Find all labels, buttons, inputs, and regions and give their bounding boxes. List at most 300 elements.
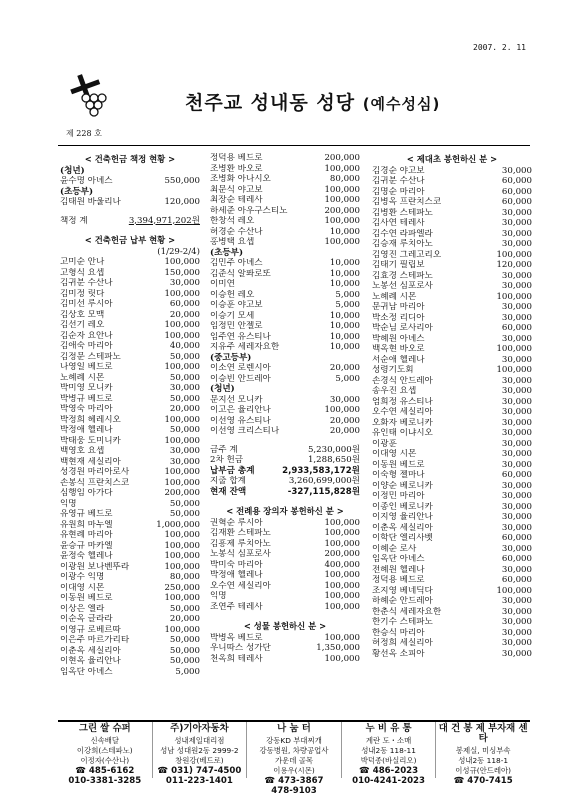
donor-name: 백옥현 바오로 (372, 344, 425, 354)
list-item (210, 560, 360, 571)
list-item (372, 439, 532, 450)
pledge-total-value: 3,394,971,202원 (128, 215, 200, 226)
list-item (372, 260, 532, 271)
column-building-fund (60, 153, 200, 677)
list-item (372, 491, 532, 502)
donor-name: 김병환 스테파노 (372, 207, 433, 218)
list-item (372, 607, 532, 618)
donation-amount: 80,000 (329, 174, 360, 184)
donor-name: 이승기 모세 (210, 310, 255, 321)
donation-amount: 60,000 (501, 186, 532, 197)
second-collection (210, 455, 360, 466)
donation-amount: 100,000 (164, 624, 200, 635)
donor-name: 김민주 아녜스 (210, 258, 263, 268)
donor-name: 김애숙 마리아 (60, 341, 113, 351)
list-item (60, 614, 200, 625)
header-divider (58, 145, 530, 146)
kid-list (60, 197, 200, 208)
list-item (210, 633, 360, 644)
donation-amount: 30,000 (501, 333, 532, 344)
donation-amount: 200,000 (164, 488, 200, 498)
donor-name: 김미정 릿다 (60, 288, 105, 299)
list-item (60, 656, 200, 667)
list-item (60, 373, 200, 384)
donor-name: 황선옥 소피아 (372, 648, 425, 659)
donation-amount: 50,000 (169, 656, 200, 666)
donor-name: 이대영 시몬 (60, 582, 105, 593)
list-item (60, 635, 200, 646)
pledge-total (60, 216, 200, 227)
payment-heading: < 건축헌금 납부 현황 > (84, 235, 176, 245)
donor-name: 성경원 마리아로사 (60, 467, 130, 477)
list-item (372, 617, 532, 628)
elementary-list (210, 258, 360, 353)
donor-name: 박정희 헤레시오 (60, 414, 121, 425)
donation-amount: 30,000 (501, 375, 532, 386)
donor-name: 김상호 모맥 (60, 309, 105, 320)
list-item (210, 581, 360, 592)
donation-amount: 30,000 (501, 638, 532, 648)
list-item (60, 562, 200, 573)
list-item (210, 643, 360, 654)
donor-name: 한춘식 세레자요한 (372, 606, 442, 617)
ad-line: 박덕종(바실리오) (360, 756, 417, 765)
list-item (60, 667, 200, 678)
donation-amount: 100,000 (324, 163, 360, 174)
list-item (60, 320, 200, 331)
list-item (372, 397, 532, 408)
donor-name: 박태웅 도미니카 (60, 435, 121, 446)
ad-name: 주)기아자동차 (170, 723, 229, 734)
paid-total-label: 납부금 총계 (210, 465, 255, 476)
donation-amount: 40,000 (169, 341, 200, 351)
donation-amount: 150,000 (164, 267, 200, 278)
donation-amount: 60,000 (501, 533, 532, 543)
week-total-value: 5,230,000원 (307, 444, 360, 455)
donation-amount: 30,000 (501, 596, 532, 606)
donor-name: 권혁순 루시아 (210, 517, 263, 528)
list-item (210, 279, 360, 290)
list-item (210, 570, 360, 581)
ad-nanumteo (247, 722, 342, 796)
donation-amount: 10,000 (329, 258, 360, 268)
donation-amount: 20,000 (329, 426, 360, 436)
donation-amount: 30,000 (501, 627, 532, 638)
donor-name: 박병옥 베드로 (210, 632, 263, 643)
donor-name: 김귀분 수산나 (60, 278, 113, 288)
donation-amount: 100,000 (164, 561, 200, 572)
donation-amount: 200,000 (324, 549, 360, 559)
donation-amount: 30,000 (501, 564, 532, 575)
column-donations (210, 153, 360, 664)
donor-name: 최장순 테레사 (210, 195, 263, 205)
paid-total-value: 2,933,583,172원 (282, 465, 360, 476)
payment-list (60, 257, 200, 677)
donation-amount: 100,000 (324, 570, 360, 580)
donation-amount: 30,000 (501, 218, 532, 228)
second-collection-label: 2차 헌금 (210, 455, 244, 465)
ad-name: 누 비 유 통 (365, 723, 412, 734)
donor-name: 박혜원 아녜스 (372, 333, 425, 344)
list-item (372, 638, 532, 649)
list-item (60, 341, 200, 352)
young-adult-list (210, 395, 360, 437)
list-item (60, 415, 200, 426)
donation-amount: 50,000 (169, 498, 200, 509)
donor-name: 이지영 율리안나 (372, 512, 433, 522)
donor-name: 김순자 요안나 (60, 330, 113, 341)
donor-name: 조병환 바오로 (210, 163, 263, 174)
donor-name: 이승훈 야고보 (210, 300, 263, 310)
donor-name: 김명순 마리아 (372, 186, 425, 197)
donor-name: 엄희정 유스티나 (372, 396, 433, 407)
ad-line: 가운데 골목 (274, 756, 313, 765)
ad-green-rice (58, 722, 153, 786)
list-item (372, 523, 532, 534)
donor-name: 문귀남 마리아 (372, 302, 425, 312)
donor-name: 손봉식 프란치스코 (60, 477, 130, 488)
donation-amount: 30,000 (501, 302, 532, 312)
list-item (372, 218, 532, 229)
donation-amount: 100,000 (164, 593, 200, 603)
donation-amount: 60,000 (501, 176, 532, 186)
donation-amount: 30,000 (501, 270, 532, 281)
list-item (372, 197, 532, 208)
issue-date: 2007. 2. 11 (473, 43, 526, 52)
donor-name: 조병화 아나시오 (210, 174, 271, 184)
list-item (60, 394, 200, 405)
list-item (60, 509, 200, 520)
list-item (372, 481, 532, 492)
ad-line: 성남 성대원2동 2999-2 (160, 746, 239, 755)
list-item (372, 344, 532, 355)
donor-name: 김수연 라파엘라 (372, 228, 433, 239)
advertisement-bar (58, 720, 530, 796)
list-item (372, 554, 532, 565)
paid-total (210, 466, 360, 477)
list-item (372, 302, 532, 313)
donor-name: 하혜순 안드레아 (372, 596, 433, 606)
donation-amount: 20,000 (169, 404, 200, 414)
ad-daegun (436, 722, 530, 786)
list-item (372, 586, 532, 597)
donation-amount: 30,000 (501, 354, 532, 365)
list-item (60, 541, 200, 552)
donation-amount: 100,000 (164, 362, 200, 372)
donor-name: 한창석 레오 (210, 216, 255, 226)
donation-amount: 1,350,000 (316, 643, 360, 653)
church-subtitle: (예수성심) (362, 95, 441, 113)
church-logo-icon (64, 72, 112, 124)
donation-amount: 50,000 (169, 393, 200, 404)
donation-amount: 100,000 (164, 288, 200, 299)
donor-name: 손경식 안드레아 (372, 375, 433, 386)
donation-amount: 50,000 (169, 351, 200, 362)
donation-amount: 20,000 (169, 309, 200, 320)
list-item (60, 278, 200, 289)
list-item (60, 331, 200, 342)
donation-amount: 30,000 (169, 446, 200, 456)
pew-heading: < 전례용 장의자 봉헌하신 분 > (226, 506, 344, 516)
ad-kia (153, 722, 248, 786)
list-item (372, 250, 532, 261)
donor-name: 지유주 세레자요한 (210, 342, 280, 352)
list-item (210, 174, 360, 185)
donor-name: 이종인 베로니카 (372, 501, 433, 512)
list-item (210, 395, 360, 406)
donation-amount: 100,000 (324, 528, 360, 538)
donor-name: 박병규 베드로 (60, 393, 113, 404)
donation-amount: 30,000 (501, 228, 532, 239)
donation-amount: 5,000 (335, 289, 360, 300)
list-item (60, 551, 200, 562)
list-item (372, 565, 532, 576)
list-item (210, 539, 360, 550)
list-item (372, 649, 532, 660)
donor-name: 이선영 유스티나 (210, 415, 271, 426)
donation-amount: 100,000 (164, 467, 200, 477)
donor-name: 박미영 모니카 (60, 383, 113, 393)
list-item (210, 416, 360, 427)
list-item (60, 478, 200, 489)
donor-name: 이혜순 로사 (372, 543, 417, 554)
list-item (372, 596, 532, 607)
list-item (210, 518, 360, 529)
ad-nubi (342, 722, 437, 786)
donation-amount: 60,000 (501, 197, 532, 207)
ad-line: 성내제일대리점 (174, 736, 225, 745)
list-item (60, 268, 200, 279)
list-item (372, 323, 532, 334)
altar-donor-list (372, 166, 532, 660)
donor-name: 김병옥 프란치스코 (372, 197, 442, 207)
list-item (60, 488, 200, 499)
donation-amount: 100,000 (164, 477, 200, 488)
donation-amount: 60,000 (501, 470, 532, 480)
donor-name: 임정민 안젤로 (210, 321, 263, 331)
list-item (210, 300, 360, 311)
donor-name: 김영진 그레고리오 (372, 249, 442, 260)
ad-line: 이강희(스테파노) (76, 746, 133, 755)
donation-amount: 50,000 (169, 645, 200, 656)
ad-phone: 010-3381-3285 (68, 776, 142, 786)
donor-name: 유현례 마리아 (60, 530, 113, 540)
ad-line: 이성규(안드레아) (455, 766, 512, 775)
highschool-list (210, 363, 360, 384)
donation-amount: 10,000 (329, 331, 360, 342)
donation-amount: 100,000 (164, 330, 200, 341)
donation-amount: 120,000 (496, 260, 532, 270)
donor-name: 오화자 베로니카 (372, 417, 433, 428)
donation-amount: 100,000 (324, 601, 360, 612)
list-item (210, 206, 360, 217)
list-item (372, 502, 532, 513)
list-item (210, 311, 360, 322)
list-item (372, 313, 532, 324)
list-item (372, 187, 532, 198)
ad-line: 봉제실, 미싱부속 (455, 746, 511, 755)
list-item (210, 269, 360, 280)
donor-name: 전혜원 헬레나 (372, 564, 425, 575)
donation-amount: 30,000 (501, 281, 532, 291)
donor-name: 김흥제 루치아노 (210, 538, 271, 549)
list-item (60, 425, 200, 436)
donation-amount: 30,000 (501, 459, 532, 470)
donor-name: 윤승규 마카엘 (60, 540, 113, 551)
donation-amount: 30,000 (501, 165, 532, 176)
list-item (372, 449, 532, 460)
donation-amount: 30,000 (501, 512, 532, 522)
donation-amount: 100,000 (324, 184, 360, 195)
list-item (210, 591, 360, 602)
donation-amount: 1,000,000 (156, 519, 200, 530)
donor-name: 김태원 바울리나 (60, 197, 121, 207)
donor-name: 이승헌 레오 (210, 289, 255, 300)
donation-amount: 50,000 (169, 635, 200, 645)
list-item (372, 239, 532, 250)
list-item (372, 208, 532, 219)
holy-items-list (210, 633, 360, 665)
donation-amount: 200,000 (324, 205, 360, 216)
donor-name: 심행임 아가다 (60, 488, 113, 498)
donation-amount: 100,000 (164, 435, 200, 446)
donation-amount: 100,000 (324, 538, 360, 549)
donor-name: 김선기 레오 (60, 320, 105, 330)
list-item (60, 446, 200, 457)
donor-name: 문지선 모니카 (210, 394, 263, 405)
donor-name: 성령기도회 (372, 365, 414, 375)
donor-name: 오수연 세실리아 (372, 407, 433, 417)
list-item (60, 499, 200, 510)
donor-name: 이소연 로렌시아 (210, 363, 271, 373)
column-altar-candles (372, 153, 532, 659)
donation-amount: 250,000 (164, 582, 200, 593)
balance-value: -327,115,828원 (287, 486, 360, 497)
donor-name: 오수연 세실리아 (210, 580, 271, 591)
donor-name: 송우진 요셉 (372, 386, 417, 396)
donor-name: 한승식 마리아 (372, 627, 425, 638)
donor-name: 백현재 세실리아 (60, 456, 121, 467)
donor-name: 이현옥 율리안나 (60, 656, 121, 666)
list-item (60, 646, 200, 657)
list-item (60, 467, 200, 478)
ad-line: 창원강(베드로) (175, 756, 224, 765)
ad-line: 신속배달 (90, 736, 120, 745)
donor-name: 우니따스 성가단 (210, 643, 271, 653)
list-item (60, 383, 200, 394)
list-item (372, 407, 532, 418)
young-adult-tag: (청년) (210, 384, 235, 394)
donor-name: 박소정 리디아 (372, 312, 425, 323)
donor-name: 김정문 스테파노 (60, 351, 121, 362)
donor-name: 이광수 익명 (60, 572, 105, 582)
donation-amount: 100,000 (324, 632, 360, 643)
donor-name: 백영호 요셉 (60, 446, 105, 456)
list-item (60, 572, 200, 583)
donor-name: 김태기 필립보 (372, 260, 425, 270)
donation-amount: 100,000 (324, 405, 360, 415)
list-item (372, 271, 532, 282)
list-item (372, 365, 532, 376)
ad-phone: ☎ 031) 747-4500 (157, 766, 242, 776)
list-item (60, 604, 200, 615)
ad-phone: ☎ 470-7415 (453, 776, 513, 786)
donation-amount: 30,000 (501, 438, 532, 449)
donor-name: 김사연 테레사 (372, 218, 425, 228)
balance-label: 현재 잔액 (210, 486, 247, 497)
second-collection-value: 1,288,650원 (307, 455, 360, 465)
ad-phone: ☎ 473-3867 (264, 776, 324, 786)
donor-name: 조연주 테레사 (210, 601, 263, 612)
list-item (372, 512, 532, 523)
ad-phone: 478-9103 (271, 786, 317, 796)
week-total-label: 금주 계 (210, 444, 238, 455)
week-total (210, 445, 360, 456)
donor-name: 이광원 보나벤뚜라 (60, 561, 130, 572)
donation-amount: 100,000 (324, 580, 360, 591)
list-item (372, 460, 532, 471)
donation-amount: 100,000 (164, 551, 200, 561)
donation-amount: 550,000 (164, 176, 200, 186)
donation-amount: 30,000 (169, 383, 200, 393)
donor-name: 고미순 안나 (60, 257, 105, 267)
donor-name: 유원희 마누엘 (60, 519, 113, 530)
donation-amount: 30,000 (169, 278, 200, 288)
elementary-tag: (초등부) (210, 247, 244, 258)
donation-amount: 100,000 (164, 540, 200, 551)
list-item (60, 176, 200, 187)
list-item (210, 216, 360, 227)
donor-name: 이고은 율리안나 (210, 405, 271, 415)
list-item (210, 290, 360, 301)
list-item (60, 457, 200, 468)
donation-amount: 30,000 (501, 491, 532, 501)
donor-name: 이춘옥 세실리아 (60, 645, 121, 656)
list-item (60, 520, 200, 531)
donor-name: 김미선 루시아 (60, 299, 113, 309)
pew-donor-list (210, 518, 360, 613)
donor-name: 서순애 헬레나 (372, 354, 425, 365)
list-item (210, 258, 360, 269)
donation-amount: 100,000 (164, 530, 200, 540)
list-item (60, 352, 200, 363)
donation-amount: 30,000 (501, 522, 532, 533)
donor-name: 임옥단 아녜스 (372, 554, 425, 564)
donor-name: 김효경 스테파노 (372, 270, 433, 281)
donation-amount: 100,000 (164, 414, 200, 425)
donation-amount: 100,000 (496, 249, 532, 260)
list-item (372, 533, 532, 544)
donation-amount: 60,000 (501, 575, 532, 585)
list-item (60, 197, 200, 208)
list-item (210, 654, 360, 665)
donor-name: 이승빈 안드레아 (210, 373, 271, 384)
donor-name: 노혜례 시몬 (60, 372, 105, 383)
donation-amount: 60,000 (501, 323, 532, 333)
donor-name: 한기수 스테파노 (372, 617, 433, 627)
donor-name: 윤정숙 헬레나 (60, 551, 113, 561)
donation-amount: 100,000 (496, 344, 532, 354)
donor-name: 이영규 로베르따 (60, 624, 121, 635)
list-item (210, 332, 360, 343)
donor-name: 하세준 아우구스티노 (210, 205, 288, 216)
donation-amount: 400,000 (324, 559, 360, 570)
list-item (372, 386, 532, 397)
donor-name: 이춘옥 세실리아 (372, 522, 433, 533)
donor-name: 임주연 유스티나 (210, 331, 271, 342)
donor-name: 허정희 세실리아 (372, 638, 433, 648)
donor-name: 김경순 야고보 (372, 165, 425, 176)
